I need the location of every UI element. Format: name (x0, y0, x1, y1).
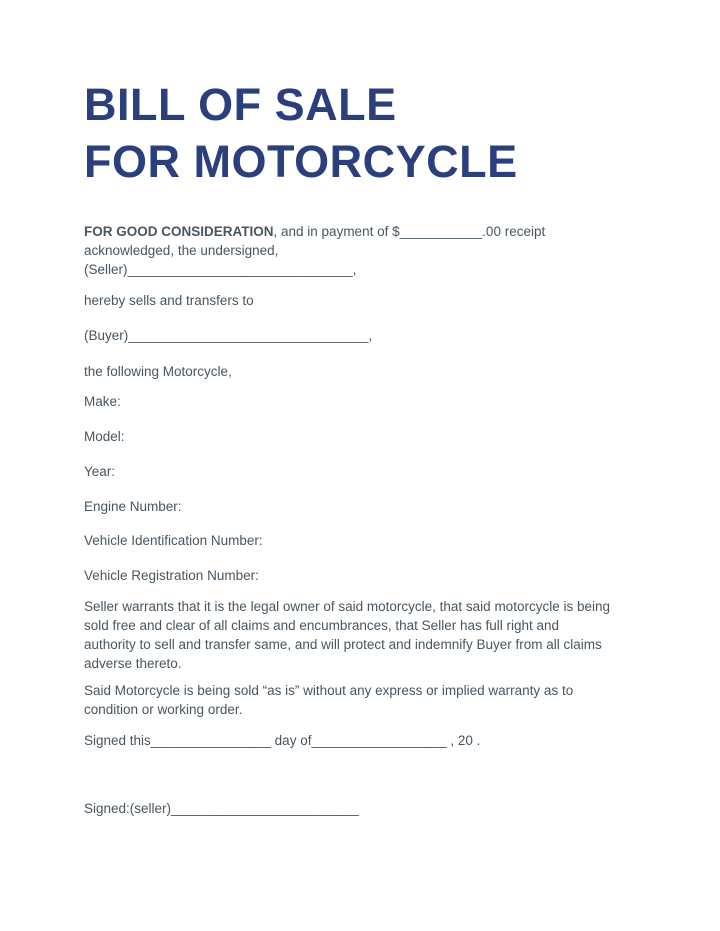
field-make-label: Make: (84, 394, 121, 409)
field-engine-number-label: Engine Number: (84, 499, 182, 514)
field-year-label: Year: (84, 464, 116, 479)
field-registration-number-label: Vehicle Registration Number: (84, 568, 259, 583)
title-line-1: BILL OF SALE (84, 79, 397, 130)
seller-blank-line: (Seller)______________________________, (84, 262, 357, 277)
hereby-transfers-line: hereby sells and transfers to (84, 293, 254, 308)
document-title (84, 76, 518, 190)
warranty-line-4: adverse thereto. (84, 656, 182, 671)
as-is-line-2: condition or working order. (84, 702, 243, 717)
field-model-label: Model: (84, 429, 125, 444)
following-motorcycle-line: the following Motorcycle, (84, 364, 232, 379)
warranty-line-2: sold free and clear of all claims and encumbrances, that Seller has full right and (84, 618, 560, 633)
warranty-line-3: authority to sell and transfer same, and will protect and indemnify Buyer from all claims (84, 637, 602, 652)
title-line-2: FOR MOTORCYCLE (84, 136, 518, 187)
consideration-line-2: acknowledged, the undersigned, (84, 243, 279, 258)
as-is-paragraph (84, 681, 573, 719)
as-is-line-1: Said Motorcycle is being sold “as is” without any express or implied warranty as to (84, 683, 574, 698)
buyer-blank-line: (Buyer)________________________________, (84, 328, 373, 343)
consideration-paragraph (84, 222, 545, 279)
warranty-line-1: Seller warrants that it is the legal owner of said motorcycle, that said motorcycle is being (84, 599, 610, 614)
consideration-bold-text: FOR GOOD CONSIDERATION (84, 224, 274, 239)
consideration-line-1 (84, 222, 545, 241)
consideration-payment-text: , and in payment of $___________.00 receipt (273, 224, 546, 239)
signed-date-line: Signed this________________ day of__________________ , 20 . (84, 733, 481, 748)
field-vin-label: Vehicle Identification Number: (84, 533, 263, 548)
seller-signature-line: Signed:(seller)_________________________ (84, 801, 359, 816)
warranty-paragraph (84, 597, 610, 673)
